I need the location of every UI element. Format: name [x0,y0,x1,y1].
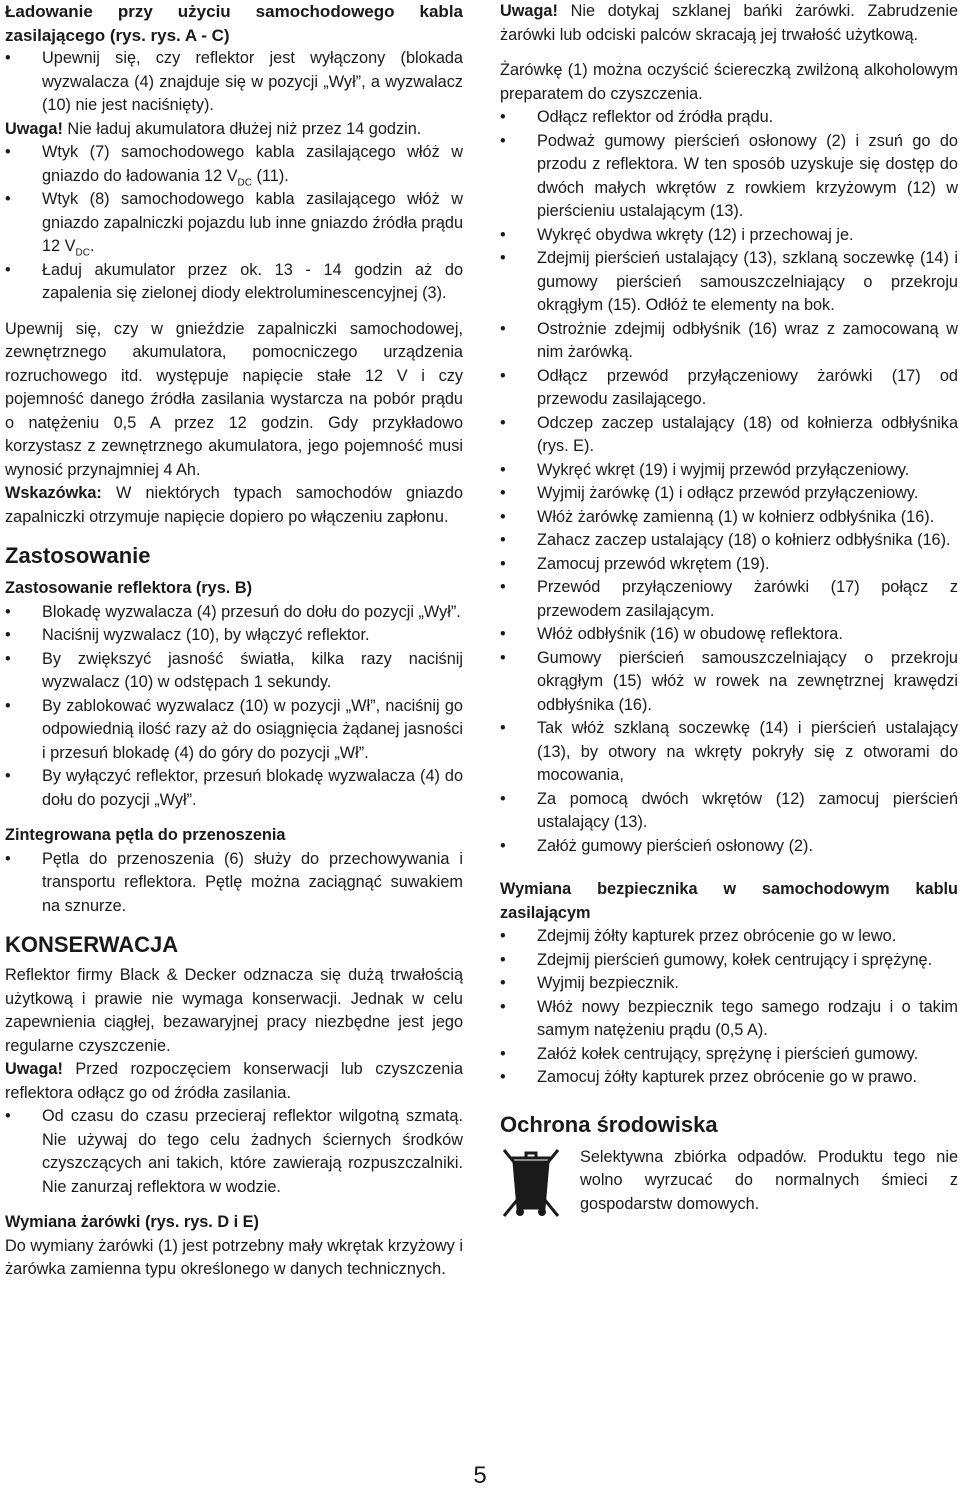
list-item: • Zamocuj przewód wkrętem (19). [500,553,958,577]
list-item: • Za pomocą dwóch wkrętów (12) zamocuj pierścień ustalający (13). [500,788,958,835]
list-item-text: (11). [251,166,289,185]
subscript: DC [237,176,252,188]
list-item: • By zwiększyć jasność światła, kilka razy naciśnij wyzwalacz (10) w odstępach 1 sekundy. [5,648,463,695]
list-item: • Ostrożnie zdejmij odbłyśnik (16) wraz z zamocowaną w nim żarówką. [500,318,958,365]
list-item: • Zamocuj żółty kapturek przez obrócenie go w prawo. [500,1066,958,1090]
warning-paragraph [500,0,958,47]
list-item: • Odczep zaczep ustalający (18) od kołnierza odbłyśnika (rys. E). [500,412,958,459]
charging-list-continued [5,141,463,306]
list-item: • Wykręć wkręt (19) i wyjmij przewód przyłączeniowy. [500,459,958,483]
list-item [5,141,463,188]
fuse-list [500,925,958,1090]
list-item: • Włóż nowy bezpiecznik tego samego rodzaju i o takim samym natężeniu prądu (0,5 A). [500,996,958,1043]
list-item: • Odłącz przewód przyłączeniowy żarówki (17) od przewodu zasilającego. [500,365,958,412]
hint-label: Wskazówka: [5,484,102,502]
warning-label: Uwaga! [5,1060,63,1078]
list-item: • Zdejmij żółty kapturek przez obrócenie go w lewo. [500,925,958,949]
fuse-heading: Wymiana bezpiecznika w samochodowym kablu zasilającym [500,880,958,922]
hint-text: W niektórych typach samochodów gniazdo zapalniczki otrzymuje napięcie dopiero po włączeniu zapłonu. [5,484,463,526]
charging-list [5,47,463,118]
maintenance-list [5,1105,463,1199]
list-item: • Upewnij się, czy reflektor jest wyłączony (blokada wyzwalacza (4) znajduje się w pozycji „Wył”, a wyzwalacz (10) nie jest naciśnięty). [5,47,463,118]
voltage-paragraph: Upewnij się, czy w gnieździe zapalniczki samochodowej, zewnętrznego akumulatora, pomocniczego urządzenia rozruchowego itd. występuje napięcie stałe 12 V i czy pojemność danego źródła zasilania wystarcza na pobór prądu o natężeniu 0,5 A przez 12 godzin. Gdy przykładowo korzystasz z zewnętrznego akumulatora, jego pojemność musi wynosić przynajmniej 4 Ah. [5,319,463,479]
list-item: • Gumowy pierścień samouszczelniający o przekroju okrągłym (15) włóż w rowek na zewnętrznej krawędzi odbłyśnika (16). [500,647,958,718]
list-item: • Podważ gumowy pierścień osłonowy (2) i zsuń go do przodu z reflektora. W ten sposób uzyskuje się dostęp do dwóch małych wkrętów z rowkiem krzyżowym (12) w pierścieniu ustalającym (13). [500,130,958,224]
environment-notice [500,1146,958,1222]
environment-text: Selektywna zbiórka odpadów. Produktu tego nie wolno wyrzucać do normalnych śmieci z gospodarstw domowych. [580,1147,958,1213]
use-heading: Zastosowanie reflektora (rys. B) [5,579,253,597]
list-item: • Tak włóż szklaną soczewkę (14) i pierścień ustalający (13), by otwory na wkręty pokryły się z otworami do mocowania, [500,717,958,788]
subscript: DC [75,247,90,259]
bulb-heading: Wymiana żarówki (rys. rys. D i E) [5,1213,259,1231]
list-item: • Odłącz reflektor od źródła prądu. [500,106,958,130]
list-item: • Włóż odbłyśnik (16) w obudowę reflektora. [500,623,958,647]
list-item: • Wyjmij bezpiecznik. [500,972,958,996]
hint-paragraph [5,482,463,529]
section-title-maintenance: KONSERWACJA [5,932,179,957]
warning-label: Uwaga! [500,2,558,20]
list-item: • Od czasu do czasu przecieraj reflektor wilgotną szmatą. Nie używaj do tego celu żadnych ściernych środków czyszczących ani takich, które zawierają rozpuszczalniki. Nie zanurzaj reflektora w wodzie. [5,1105,463,1199]
list-item: • Naciśnij wyzwalacz (10), by włączyć reflektor. [5,624,463,648]
list-item: • By wyłączyć reflektor, przesuń blokadę wyzwalacza (4) do dołu do pozycji „Wył”. [5,765,463,812]
list-item-text: Wtyk (8) samochodowego kabla zasilającego włóż w gniazdo zapalniczki pojazdu lub inne gniazdo źródła prądu 12 V [42,190,463,255]
list-item: • Włóż żarówkę zamienną (1) w kołnierz odbłyśnika (16). [500,506,958,530]
warning-label: Uwaga! [5,119,63,138]
list-item [5,188,463,259]
use-list [5,601,463,813]
list-item: • Blokadę wyzwalacza (4) przesuń do dołu do pozycji „Wył”. [5,601,463,625]
charging-heading: Ładowanie przy użyciu samochodowego kabla zasilającego (rys. rys. A - C) [5,2,463,45]
maintenance-paragraph: Reflektor firmy Black & Decker odznacza się dużą trwałością użytkową i prawie nie wymaga konserwacji. Jednak w celu zapewnienia ciągłej, bezawaryjnej pracy niezbędne jest jego regularne czyszczenie. [5,966,463,1055]
warning-paragraph [5,1058,463,1105]
right-column [500,0,958,1222]
left-column [5,0,463,1282]
bulb-paragraph: Do wymiany żarówki (1) jest potrzebny mały wkrętak krzyżowy i żarówka zamienna typu określonego w danych technicznych. [5,1236,463,1278]
list-item-text: Wtyk (7) samochodowego kabla zasilającego włóż w gniazdo do ładowania 12 V [42,143,463,185]
section-title-environment: Ochrona środowiska [500,1111,718,1137]
loop-heading: Zintegrowana pętla do przenoszenia [5,826,286,844]
warning-text: Przed rozpoczęciem konserwacji lub czyszczenia reflektora odłącz go od źródła zasilania. [5,1060,463,1102]
warning-paragraph [5,118,463,142]
loop-list [5,848,463,919]
list-item: • Zdejmij pierścień ustalający (13), szklaną soczewkę (14) i gumowy pierścień samouszczelniający o przekroju okrągłym (15). Odłóż te elementy na bok. [500,247,958,318]
section-title-use: Zastosowanie [5,543,151,568]
warning-text: Nie ładuj akumulatora dłużej niż przez 14 godzin. [62,119,422,138]
list-item: • Ładuj akumulator przez ok. 13 - 14 godzin aż do zapalenia się zielonej diody elektroluminescencyjnej (3). [5,259,463,306]
crossed-out-wheelie-bin-icon [500,1146,562,1222]
list-item: • Zdejmij pierścień gumowy, kołek centrujący i sprężynę. [500,949,958,973]
warning-text: Nie dotykaj szklanej bańki żarówki. Zabrudzenie żarówki lub odciski palców skracają jej trwałość użytkową. [500,2,958,44]
list-item: • Przewód przyłączeniowy żarówki (17) połącz z przewodem zasilającym. [500,576,958,623]
list-item: • Załóż kołek centrujący, sprężynę i pierścień gumowy. [500,1043,958,1067]
list-item-text: . [89,237,95,255]
list-item: • Załóż gumowy pierścień osłonowy (2). [500,835,958,859]
bulb-replacement-list [500,106,958,858]
page-number: 5 [473,1462,487,1489]
list-item: • Wykręć obydwa wkręty (12) i przechowaj je. [500,224,958,248]
list-item: • By zablokować wyzwalacz (10) w pozycji „Wł”, naciśnij go odpowiednią ilość razy aż do osiągnięcia żądanej jasności i przesuń blokadę (4) do góry do pozycji „Wł”. [5,695,463,766]
list-item: • Pętla do przenoszenia (6) służy do przechowywania i transportu reflektora. Pętlę można zaciągnąć suwakiem na sznurze. [5,848,463,919]
list-item: • Zahacz zaczep ustalający (18) o kołnierz odbłyśnika (16). [500,529,958,553]
list-item: • Wyjmij żarówkę (1) i odłącz przewód przyłączeniowy. [500,482,958,506]
bulb-clean-paragraph: Żarówkę (1) można oczyścić ściereczką zwilżoną alkoholowym preparatem do czyszczenia. [500,61,958,103]
